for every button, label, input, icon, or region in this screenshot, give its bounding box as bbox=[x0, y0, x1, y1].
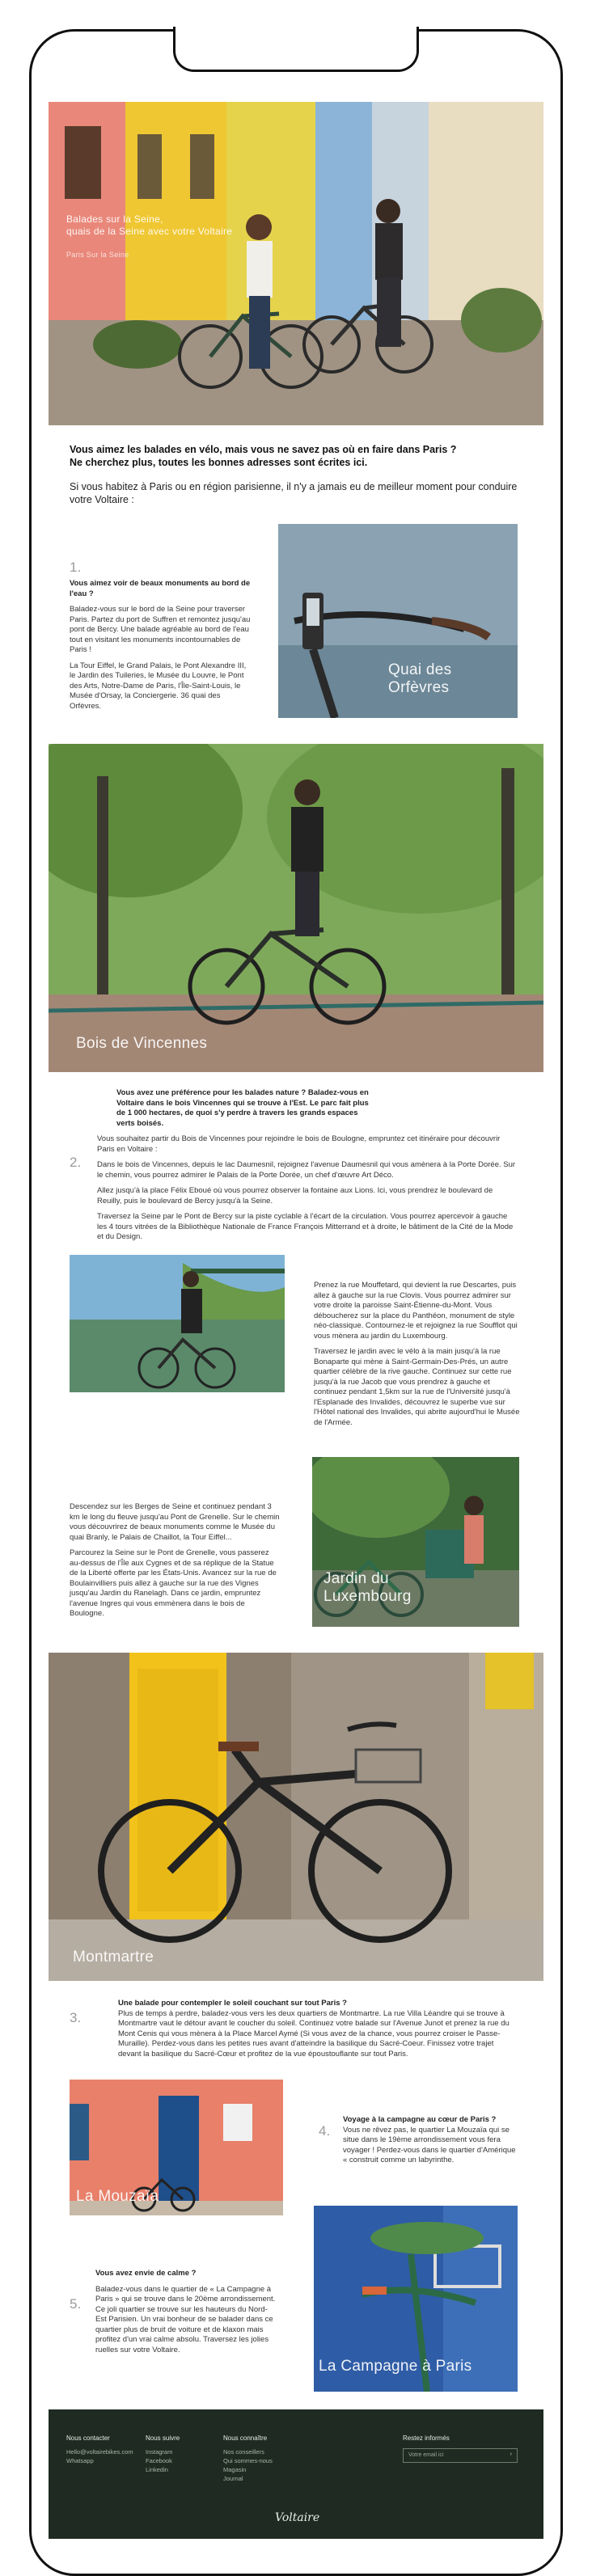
section-4-paragraph-1: Vous ne rêvez pas, le quartier La Mouzaïa qui se situe dans le 19ème arrondissement vous fera voyager ! Perdez-vous dans le quartier d'Amérique « construit comme un labyrinthe. bbox=[343, 2125, 516, 2164]
section-1-paragraph-1: Baladez-vous sur le bord de la Seine pour traverser Paris. Partez du port de Suffren et remontez jusqu'au pont de Bercy. Une balade agréable au bord de l'eau tout en visitant les monuments incontournables de Paris ! bbox=[70, 605, 251, 654]
section-2-paragraph-2: Dans le bois de Vincennes, depuis le lac Daumesnil, rejoignez l'avenue Daumesnil qui vous amènera à la Porte Dorée. Sur le chemin, vous pourrez admirer le Palais de la Porte Dorée, un chef d'œuvre Art Déco. bbox=[97, 1160, 516, 1180]
footer-facebook-link[interactable]: Facebook bbox=[146, 2457, 172, 2464]
section-5-paragraph-1: Baladez-vous dans le quartier de « La Campagne à Paris » qui se trouve dans le 20ème arrondissement. Ce joli quartier se trouve sur les hauteurs du Nord-Est Parisien. Un vrai bonheur de se balader dans ce quartier plus de bruit de voiture et de klaxon mais profitez d'un vrai calme absolu. Traversez les jolies ruelles sur votre Voltaire. bbox=[95, 2284, 276, 2354]
section-2-left-paragraph-2: Parcourez la Seine sur le Pont de Grenelle, vous passerez au-dessus de l'Île aux Cygnes et de sa réplique de la Statue de la Liberté offerte par les États-Unis. Avancez sur la rue de Boulainvilliers puis allez à gauche sur la rue des Vignes jusqu'au Jardin du Ranelagh. Dans ce jardin, empruntez l'avenue Ingres qui vous emmènera dans le bois de Boulogne. bbox=[70, 1548, 277, 1618]
newsletter-placeholder: Votre email ici bbox=[408, 2452, 444, 2458]
section-1-text bbox=[70, 579, 251, 717]
arrow-right-icon[interactable]: › bbox=[510, 2451, 512, 2457]
hero-image bbox=[49, 102, 543, 425]
section-4-text bbox=[343, 2115, 518, 2172]
section-1-image bbox=[278, 524, 518, 718]
section-5-caption: La Campagne à Paris bbox=[319, 2358, 472, 2375]
footer-contact-email[interactable]: Hello@voltairebikes.com bbox=[66, 2448, 133, 2456]
section-1-number: 1. bbox=[70, 560, 82, 575]
section-4-question: Voyage à la campagne au cœur de Paris ? bbox=[343, 2115, 497, 2124]
section-3-paragraph-1: Plus de temps à perdre, baladez-vous vers les deux quartiers de Montmartre. La rue Villa Léandre qui se trouve à Montmartre vaut le détour avant le coucher du soleil. Continuez votre balade sur l'Avenue Junot et prenez la rue du Mont Cenis qui vous mènera à la Place Marcel Aymé (Si vous avez de la chance, vous pourrez croiser le Passe-Muraille). Perdez-vous dans les petites rues avant d'atteindre la basilique du Sacré-Coeur. Finissez votre trajet devant la basilique du Sacré-Cœur et profitez de la vue époustouflante sur tout Paris. bbox=[118, 2008, 510, 2059]
footer-contact-whatsapp[interactable]: Whatsapp bbox=[66, 2457, 94, 2464]
footer-social-title: Nous suivre bbox=[146, 2435, 180, 2442]
section-4-caption: La Mouzaïa bbox=[76, 2188, 159, 2205]
footer-about-link-4[interactable]: Journal bbox=[223, 2475, 243, 2482]
section-3-question: Une balade pour contempler le soleil couchant sur tout Paris ? bbox=[118, 1999, 347, 2008]
section-2-paragraph-1: Vous souhaitez partir du Bois de Vincennes pour rejoindre le bois de Boulogne, empruntez cet itinéraire pour découvrir Paris en Voltaire : bbox=[97, 1134, 501, 1154]
canal-illustration bbox=[70, 1255, 285, 1392]
section-5-number: 5. bbox=[70, 2296, 82, 2312]
vincennes-illustration bbox=[49, 744, 543, 1072]
footer-linkedin-link[interactable]: Linkedin bbox=[146, 2466, 168, 2473]
section-2-question: Vous avez une préférence pour les balades nature ? Baladez-vous en Voltaire dans le bois Vincennes qui se trouve à l'Est. Le parc fait plus de 1 000 hectares, de quoi s'y perdre à travers les grands espaces verts boisés. bbox=[116, 1088, 369, 1128]
section-2-caption-2: Jardin du Luxembourg bbox=[323, 1570, 412, 1605]
intro-text: Si vous habitez à Paris ou en région parisienne, il n'y a jamais eu de meilleur moment pour conduire votre Voltaire : bbox=[70, 481, 518, 505]
section-3-number: 3. bbox=[70, 2010, 82, 2025]
section-3-image bbox=[49, 1653, 543, 1981]
intro-bold-line2: Ne cherchez plus, toutes les bonnes adresses sont écrites ici. bbox=[70, 457, 368, 468]
section-2-right-paragraph-2: Traversez le jardin avec le vélo à la main jusqu'à la rue Bonaparte qui mène à Saint-Germain-Des-Prés, un autre quartier célèbre de la rive gauche. Continuez sur cette rue jusqu'à la rue Jacob que vous prendrez à gauche et continuez pendant 1,5km sur la rue de l'Université jusqu'à l'Esplanade des Invalides, découvrez le superbe vue sur l'Hôtel national des Invalides, qui abrite aujourd'hui le Musée de l'Armée. bbox=[314, 1347, 520, 1427]
footer-about bbox=[223, 2434, 273, 2483]
section-2-paragraph-4: Traversez la Seine par le Pont de Bercy sur la piste cyclable à l'écart de la circulation. Vous pourrez apercevoir à gauche les 4 tours vitrées de la Bibliothèque Nationale de France François Mitterrand et à droite, le bâtiment de la Cité de la Mode et du Design. bbox=[97, 1212, 514, 1241]
hero-caption-line1: Balades sur la Seine, bbox=[66, 213, 163, 225]
montmartre-illustration bbox=[49, 1653, 543, 1981]
section-1-question: Vous aimez voir de beaux monuments au bord de l'eau ? bbox=[70, 579, 251, 598]
section-1-caption: Quai des Orfèvres bbox=[388, 661, 452, 696]
footer-about-link-2[interactable]: Qui sommes-nous bbox=[223, 2457, 273, 2464]
section-2-left-paragraph-1: Descendez sur les Berges de Seine et continuez pendant 3 km le long du fleuve jusqu'au Pont de Grenelle. Sur le chemin vous découvrirez de beaux monuments comme le Musée du quai Branly, le Palais de Chaillot, la Tour Eiffel... bbox=[70, 1502, 280, 1542]
section-4-number: 4. bbox=[319, 2123, 331, 2139]
section-2-right-paragraph-1: Prenez la rue Mouffetard, qui devient la rue Descartes, puis allez à gauche sur la rue Clovis. Vous pourrez admirer sur votre droite la paroisse Saint-Étienne-du-Mont. Vous déboucherez sur la place du Panthéon, monument de style néo-classique. Contournez-le et rejoignez la rue Soufflot qui vous mènera au jardin du Luxembourg. bbox=[314, 1281, 518, 1341]
section-2-photo-man bbox=[70, 1255, 285, 1392]
section-2-image bbox=[49, 744, 543, 1072]
phone-notch bbox=[173, 27, 419, 72]
footer-about-title: Nous connaître bbox=[223, 2435, 268, 2442]
intro-block bbox=[70, 443, 522, 506]
section-2-number: 2. bbox=[70, 1155, 82, 1170]
section-2-text bbox=[70, 1088, 518, 1248]
newsletter-email-input[interactable] bbox=[403, 2448, 518, 2463]
footer-instagram-link[interactable]: Instagram bbox=[146, 2448, 173, 2456]
section-3-text bbox=[118, 1999, 514, 2065]
footer-social bbox=[146, 2434, 180, 2474]
hero-caption-line3: Paris Sur la Seine bbox=[66, 251, 129, 259]
intro-bold-line1: Vous aimez les balades en vélo, mais vous ne savez pas où en faire dans Paris ? bbox=[70, 444, 457, 455]
footer-about-link-1[interactable]: Nos conseillers bbox=[223, 2448, 264, 2456]
hero-illustration bbox=[49, 102, 543, 425]
footer-newsletter bbox=[403, 2434, 450, 2447]
section-5-text bbox=[95, 2269, 278, 2361]
footer-contact-title: Nous contacter bbox=[66, 2435, 110, 2442]
section-1-paragraph-2: La Tour Eiffel, le Grand Palais, le Pont Alexandre III, le Jardin des Tuileries, le Musée du Louvre, le Pont des Arts, Notre-Dame de Paris, l'Île-Saint-Louis, le Musée d'Orsay, la Conciergerie. 36 quai des Orfèvres. bbox=[70, 661, 247, 711]
section-2-caption: Bois de Vincennes bbox=[76, 1035, 208, 1052]
footer bbox=[49, 2409, 543, 2539]
footer-contact bbox=[66, 2434, 133, 2465]
section-5-question: Vous avez envie de calme ? bbox=[95, 2269, 197, 2278]
hero-caption-line2: quais de la Seine avec votre Voltaire bbox=[66, 226, 233, 237]
section-2-left-text bbox=[70, 1502, 280, 1625]
section-2-right-text bbox=[314, 1281, 522, 1434]
section-2-paragraph-3: Allez jusqu'à la place Félix Eboué où vous pourrez observer la fontaine aux Lions. Ici, vous prendrez le boulevard de Reuilly, puis le boulevard de Bercy jusqu'à la Seine. bbox=[97, 1186, 493, 1206]
footer-about-link-3[interactable]: Magasin bbox=[223, 2466, 247, 2473]
footer-logo[interactable]: Voltaire bbox=[275, 2511, 320, 2524]
section-2-photo-luxembourg bbox=[312, 1457, 519, 1627]
section-5-image bbox=[314, 2206, 518, 2392]
footer-newsletter-title: Restez informés bbox=[403, 2435, 450, 2442]
section-3-caption: Montmartre bbox=[73, 1949, 154, 1966]
section-4-image bbox=[70, 2080, 283, 2215]
